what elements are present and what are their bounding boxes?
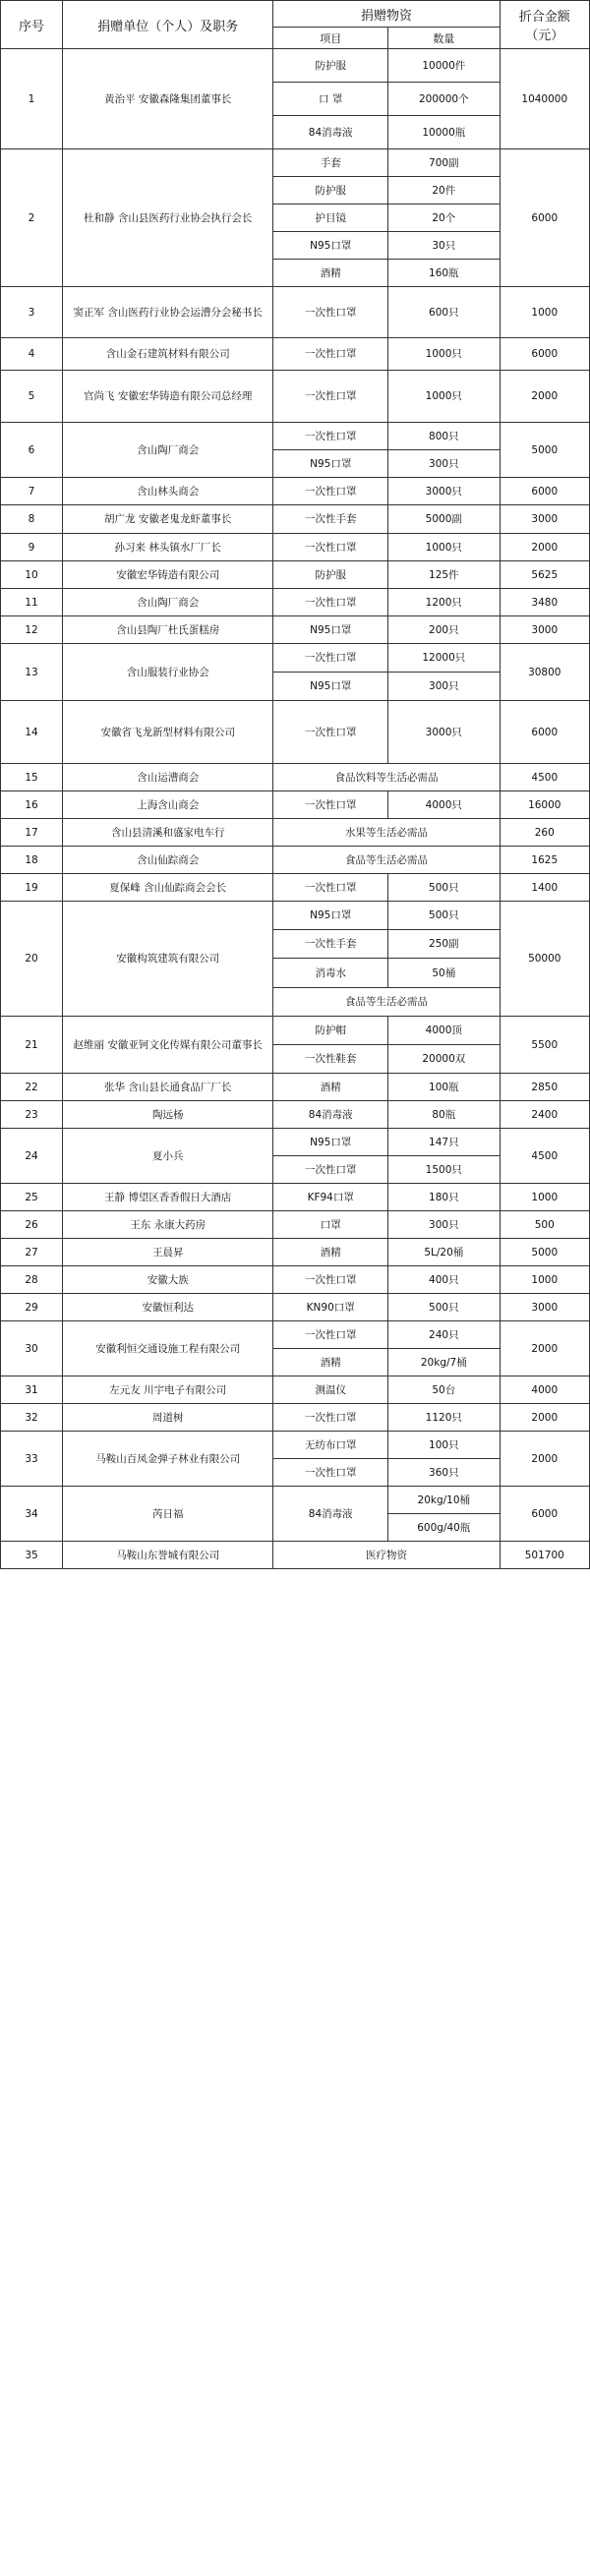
row-amount: 6000 [500,338,589,371]
row-qty: 80瓶 [388,1101,501,1129]
row-amount: 1400 [500,874,589,902]
table-row [1,149,590,177]
row-item: 一次性口罩 [273,1459,388,1487]
row-item: 一次性口罩 [273,534,388,561]
row-unit: 含山运漕商会 [63,764,273,791]
row-qty: 600g/40瓶 [388,1514,501,1542]
row-amount: 5625 [500,561,589,589]
table-row [1,505,590,534]
row-item: 酒精 [273,1349,388,1376]
row-unit: 夏小兵 [63,1129,273,1184]
row-qty: 125件 [388,561,501,589]
row-item: 酒精 [273,1074,388,1101]
row-qty: 1000只 [388,338,501,371]
row-amount: 1000 [500,1184,589,1211]
row-qty: 4000只 [388,791,501,819]
row-item: 84消毒液 [273,116,388,149]
row-amount: 3000 [500,616,589,644]
row-item: 一次性手套 [273,930,388,959]
row-unit: 安徽恒利达 [63,1294,273,1321]
row-item: N95口罩 [273,450,388,478]
row-qty: 20kg/10桶 [388,1487,501,1514]
table-row [1,1017,590,1045]
table-row [1,1294,590,1321]
row-qty: 20个 [388,205,501,232]
row-seq: 20 [1,902,63,1017]
row-item: 酒精 [273,260,388,287]
row-qty: 3000只 [388,478,501,505]
row-unit: 安徽宏华铸造有限公司 [63,561,273,589]
row-amount: 1000 [500,1266,589,1294]
header-qty: 数量 [388,28,501,49]
row-seq: 2 [1,149,63,287]
row-amount: 6000 [500,701,589,764]
row-amount: 6000 [500,478,589,505]
row-qty: 3000只 [388,701,501,764]
table-row [1,534,590,561]
row-unit: 孙习来 林头镇水厂厂长 [63,534,273,561]
row-seq: 11 [1,589,63,616]
row-unit: 官尚飞 安徽宏华铸造有限公司总经理 [63,371,273,423]
row-unit: 含山林头商会 [63,478,273,505]
row-unit: 芮日福 [63,1487,273,1542]
table-row [1,1321,590,1349]
row-amount: 2400 [500,1101,589,1129]
row-seq: 32 [1,1404,63,1432]
row-item: 84消毒液 [273,1487,388,1542]
row-qty: 160瓶 [388,260,501,287]
table-row [1,1101,590,1129]
row-item: 一次性口罩 [273,338,388,371]
row-unit: 王静 博望区香香假日大酒店 [63,1184,273,1211]
row-unit: 含山陶厂商会 [63,423,273,478]
row-goods-merged: 食品等生活必需品 [273,988,500,1017]
row-amount: 6000 [500,149,589,287]
row-qty: 20件 [388,177,501,205]
table-row [1,644,590,673]
row-unit: 左元友 川宇电子有限公司 [63,1376,273,1404]
table-row [1,1376,590,1404]
row-amount: 4500 [500,1129,589,1184]
row-unit: 安徽大族 [63,1266,273,1294]
row-seq: 10 [1,561,63,589]
table-row [1,764,590,791]
row-amount: 5500 [500,1017,589,1074]
row-amount: 2000 [500,1404,589,1432]
header-goods: 捐赠物资 [273,1,500,28]
row-qty: 20kg/7桶 [388,1349,501,1376]
row-unit: 胡广龙 安徽老鬼龙虾董事长 [63,505,273,534]
row-qty: 10000件 [388,49,501,83]
table-row [1,49,590,83]
row-item: 口罩 [273,1211,388,1239]
table-row [1,1404,590,1432]
row-seq: 22 [1,1074,63,1101]
row-item: 护目镜 [273,205,388,232]
row-qty: 1120只 [388,1404,501,1432]
header-amount: 折合金额（元） [500,1,589,49]
row-seq: 18 [1,847,63,874]
row-qty: 50台 [388,1376,501,1404]
table-row [1,338,590,371]
row-item: N95口罩 [273,232,388,260]
row-unit: 含山仙踪商会 [63,847,273,874]
row-amount: 2000 [500,1321,589,1376]
row-seq: 9 [1,534,63,561]
table-row [1,791,590,819]
row-amount: 30800 [500,644,589,701]
row-unit: 赵维丽 安徽亚钶文化传媒有限公司董事长 [63,1017,273,1074]
row-qty: 100只 [388,1432,501,1459]
row-item: 口 罩 [273,83,388,116]
row-amount: 2000 [500,534,589,561]
header-item: 项目 [273,28,388,49]
header-unit: 捐赠单位（个人）及职务 [63,1,273,49]
row-qty: 240只 [388,1321,501,1349]
row-amount: 2000 [500,371,589,423]
row-seq: 1 [1,49,63,149]
row-qty: 500只 [388,1294,501,1321]
row-amount: 3480 [500,589,589,616]
row-seq: 4 [1,338,63,371]
row-goods-merged: 医疗物资 [273,1542,500,1569]
row-item: 防护服 [273,561,388,589]
row-item: 防护服 [273,49,388,83]
row-amount: 16000 [500,791,589,819]
row-item: 一次性口罩 [273,874,388,902]
row-item: 测温仪 [273,1376,388,1404]
table-header [1,1,590,49]
row-item: 一次性口罩 [273,478,388,505]
table-row [1,287,590,338]
table-row [1,1266,590,1294]
row-item: KN90口罩 [273,1294,388,1321]
row-qty: 500只 [388,874,501,902]
table-row [1,561,590,589]
row-item: 一次性口罩 [273,701,388,764]
table-body [1,49,590,1569]
table-row [1,819,590,847]
row-qty: 5L/20桶 [388,1239,501,1266]
row-qty: 300只 [388,673,501,701]
row-amount: 5000 [500,423,589,478]
row-qty: 1200只 [388,589,501,616]
row-item: KF94口罩 [273,1184,388,1211]
row-qty: 300只 [388,1211,501,1239]
row-seq: 7 [1,478,63,505]
row-qty: 30只 [388,232,501,260]
row-amount: 3000 [500,505,589,534]
row-unit: 王东 永康大药房 [63,1211,273,1239]
row-item: 防护帽 [273,1017,388,1045]
row-qty: 360只 [388,1459,501,1487]
table-row [1,1184,590,1211]
row-item: 一次性口罩 [273,1404,388,1432]
row-amount: 5000 [500,1239,589,1266]
table-row [1,902,590,930]
row-qty: 600只 [388,287,501,338]
row-qty: 20000双 [388,1045,501,1074]
row-seq: 25 [1,1184,63,1211]
row-unit: 杜和静 含山县医药行业协会执行会长 [63,149,273,287]
row-unit: 含山县清溪和盛家电车行 [63,819,273,847]
row-seq: 21 [1,1017,63,1074]
row-seq: 34 [1,1487,63,1542]
row-item: 手套 [273,149,388,177]
row-unit: 张华 含山县长通食品厂厂长 [63,1074,273,1101]
table-row [1,1487,590,1514]
row-seq: 31 [1,1376,63,1404]
row-qty: 147只 [388,1129,501,1156]
row-seq: 24 [1,1129,63,1184]
row-item: 消毒水 [273,959,388,988]
row-unit: 含山陶厂商会 [63,589,273,616]
row-seq: 33 [1,1432,63,1487]
row-goods-merged: 食品饮料等生活必需品 [273,764,500,791]
row-amount: 4500 [500,764,589,791]
row-amount: 2000 [500,1432,589,1487]
row-item: N95口罩 [273,902,388,930]
row-seq: 6 [1,423,63,478]
row-unit: 夏保峰 含山仙踪商会会长 [63,874,273,902]
row-amount: 501700 [500,1542,589,1569]
row-item: 一次性口罩 [273,589,388,616]
row-item: 一次性口罩 [273,1156,388,1184]
row-amount: 260 [500,819,589,847]
row-item: 一次性口罩 [273,1321,388,1349]
table-row [1,1211,590,1239]
row-qty: 200000个 [388,83,501,116]
row-unit: 陶远杨 [63,1101,273,1129]
row-seq: 30 [1,1321,63,1376]
row-seq: 19 [1,874,63,902]
row-item: 一次性口罩 [273,423,388,450]
row-seq: 5 [1,371,63,423]
row-seq: 14 [1,701,63,764]
row-item: 无纺布口罩 [273,1432,388,1459]
row-qty: 250副 [388,930,501,959]
table-row [1,423,590,450]
row-qty: 300只 [388,450,501,478]
row-item: 一次性口罩 [273,644,388,673]
row-amount: 3000 [500,1294,589,1321]
row-item: 84消毒液 [273,1101,388,1129]
row-qty: 180只 [388,1184,501,1211]
row-seq: 28 [1,1266,63,1294]
row-goods-merged: 水果等生活必需品 [273,819,500,847]
row-qty: 1500只 [388,1156,501,1184]
row-unit: 含山县陶厂杜氏蛋糕房 [63,616,273,644]
table-row [1,874,590,902]
row-item: N95口罩 [273,1129,388,1156]
row-item: 一次性手套 [273,505,388,534]
row-qty: 12000只 [388,644,501,673]
table-row [1,616,590,644]
row-qty: 5000副 [388,505,501,534]
row-qty: 800只 [388,423,501,450]
row-goods-merged: 食品等生活必需品 [273,847,500,874]
row-seq: 27 [1,1239,63,1266]
header-seq: 序号 [1,1,63,49]
table-row [1,589,590,616]
row-amount: 4000 [500,1376,589,1404]
row-qty: 4000顶 [388,1017,501,1045]
row-unit: 周道树 [63,1404,273,1432]
row-unit: 含山服装行业协会 [63,644,273,701]
row-amount: 2850 [500,1074,589,1101]
row-item: 一次性口罩 [273,1266,388,1294]
row-seq: 26 [1,1211,63,1239]
row-item: 一次性口罩 [273,371,388,423]
table-row [1,1129,590,1156]
row-seq: 3 [1,287,63,338]
table-row [1,1074,590,1101]
row-unit: 安徽利恒交通设施工程有限公司 [63,1321,273,1376]
row-seq: 35 [1,1542,63,1569]
row-seq: 16 [1,791,63,819]
table-row [1,847,590,874]
row-unit: 窦正军 含山医药行业协会运漕分会秘书长 [63,287,273,338]
row-qty: 200只 [388,616,501,644]
row-item: 一次性口罩 [273,791,388,819]
row-item: 一次性口罩 [273,287,388,338]
row-amount: 1040000 [500,49,589,149]
row-seq: 8 [1,505,63,534]
row-unit: 马鞍山东誉城有限公司 [63,1542,273,1569]
row-amount: 50000 [500,902,589,1017]
row-qty: 50桶 [388,959,501,988]
row-seq: 29 [1,1294,63,1321]
row-qty: 1000只 [388,534,501,561]
row-seq: 13 [1,644,63,701]
table-row [1,1542,590,1569]
row-qty: 10000瓶 [388,116,501,149]
row-unit: 王晨昇 [63,1239,273,1266]
row-qty: 100瓶 [388,1074,501,1101]
row-unit: 安徽省飞龙新型材料有限公司 [63,701,273,764]
row-item: N95口罩 [273,616,388,644]
row-qty: 500只 [388,902,501,930]
row-seq: 23 [1,1101,63,1129]
row-item: 防护服 [273,177,388,205]
row-seq: 17 [1,819,63,847]
row-unit: 黄治平 安徽森隆集团董事长 [63,49,273,149]
table-row [1,478,590,505]
row-unit: 安徽构筑建筑有限公司 [63,902,273,1017]
row-unit: 上海含山商会 [63,791,273,819]
row-seq: 15 [1,764,63,791]
row-qty: 1000只 [388,371,501,423]
table-row [1,701,590,764]
row-item: 一次性鞋套 [273,1045,388,1074]
table-row [1,1432,590,1459]
row-unit: 马鞍山百凤金弹子林业有限公司 [63,1432,273,1487]
table-row [1,1239,590,1266]
row-item: N95口罩 [273,673,388,701]
table-row [1,371,590,423]
row-amount: 6000 [500,1487,589,1542]
row-item: 酒精 [273,1239,388,1266]
row-unit: 含山金石建筑材料有限公司 [63,338,273,371]
row-seq: 12 [1,616,63,644]
row-amount: 500 [500,1211,589,1239]
row-amount: 1000 [500,287,589,338]
row-qty: 400只 [388,1266,501,1294]
row-amount: 1625 [500,847,589,874]
row-qty: 700副 [388,149,501,177]
